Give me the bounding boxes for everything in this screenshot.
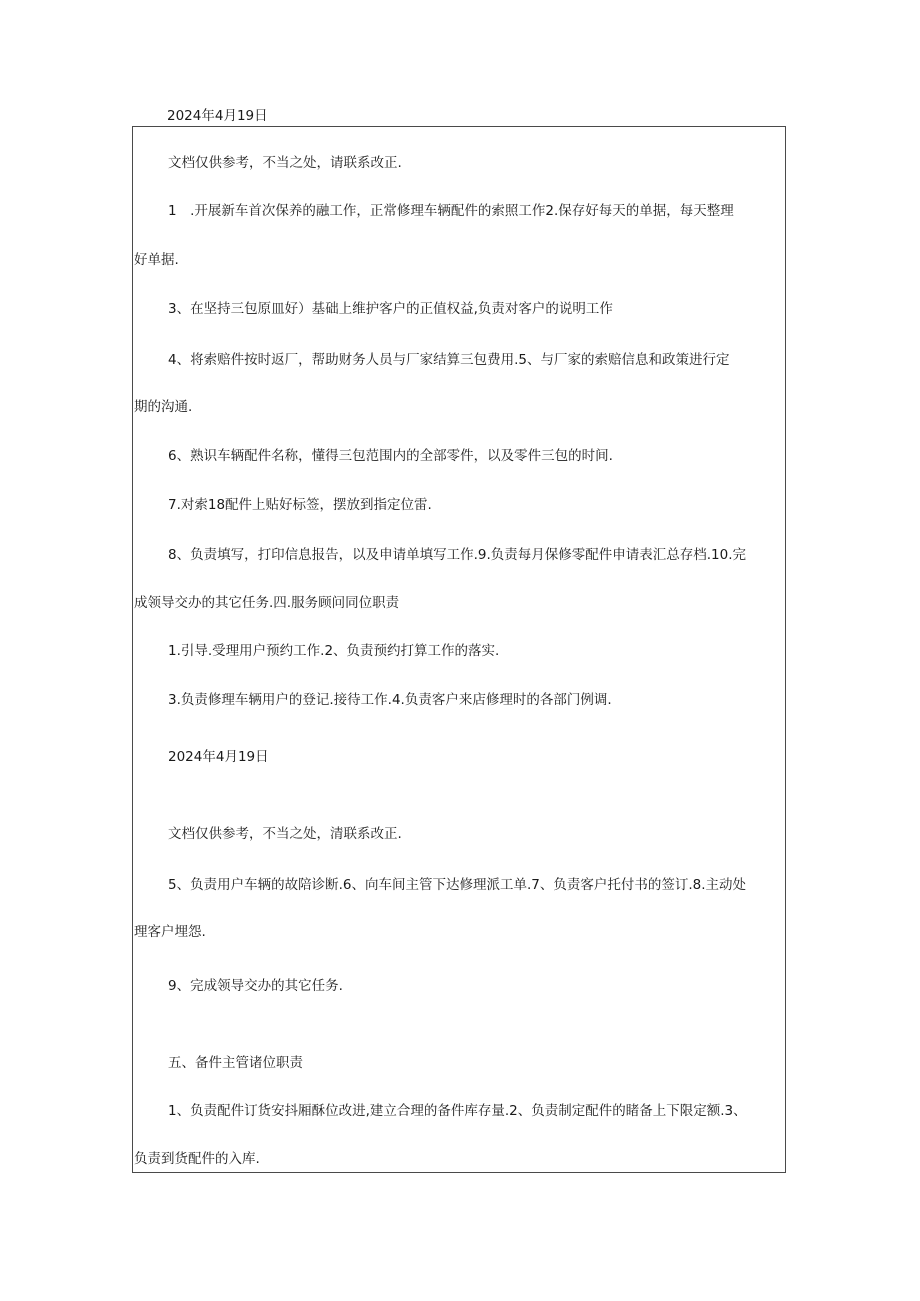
advisor-item-3: 3.负责修理车辆用户的登记.接待工作.4.负责客户来店修理时的各部门例调. xyxy=(168,692,612,708)
advisor-item-9: 9、完成领导交办的其它任务. xyxy=(168,978,343,994)
parts-item-1: 1、负责配件订货安抖厢酥位改进,建立合理的备件库存量.2、负责制定配件的睹备上下限定额.3、 xyxy=(168,1103,747,1119)
duty-item-3: 3、在坚持三包原皿好）基础上维护客户的正值权益,负责对客户的说明工作 xyxy=(168,301,613,317)
advisor-item-1: 1.引导.受理用户预约工作.2、负责预约打算工作的落实. xyxy=(168,643,500,659)
duty-item-4-cont: 期的沟通. xyxy=(134,399,193,415)
duty-item-7: 7.对索18配件上贴好标签，摆放到指定位雷. xyxy=(168,497,432,513)
document-frame xyxy=(132,126,786,1173)
section-date: 2024年4月19日 xyxy=(168,749,269,765)
advisor-item-5-cont: 理客户埋怨. xyxy=(134,924,206,940)
duty-item-6: 6、熟识车辆配件名称，懂得三包范围内的全部零件，以及零件三包的时间. xyxy=(168,448,613,464)
duty-item-1: 1 .开展新车首次保养的融工作，正常修理车辆配件的索照工作2.保存好每天的单据，每天整理 xyxy=(168,203,734,219)
section-heading-5: 五、备件主管诸位职责 xyxy=(168,1055,303,1071)
duty-item-4: 4、将索赔件按时返厂，帮助财务人员与厂家结算三包费用.5、与厂家的索赔信息和政策进行定 xyxy=(168,352,730,368)
disclaimer-line-2: 文档仅供参考，不当之处，清联系改正. xyxy=(168,826,402,842)
disclaimer-line: 文档仅供参考，不当之处，请联系改正. xyxy=(168,155,402,171)
header-date: 2024年4月19日 xyxy=(167,108,268,124)
duty-item-1-cont: 好单据. xyxy=(134,252,179,268)
parts-item-1-cont: 负责到货配件的入库. xyxy=(134,1151,260,1167)
duty-item-8: 8、负责填写，打印信息报告，以及申请单填写工作.9.负责每月保修零配件申请表汇总存档.10.完 xyxy=(168,547,747,563)
duty-item-8-cont: 成领导交办的其它任务.四.服务顾问同位职责 xyxy=(134,595,400,611)
advisor-item-5: 5、负责用户车辆的故陪诊断.6、向车间主管下达修理派工单.7、负责客户托付书的签订.8.主动处 xyxy=(168,877,747,893)
